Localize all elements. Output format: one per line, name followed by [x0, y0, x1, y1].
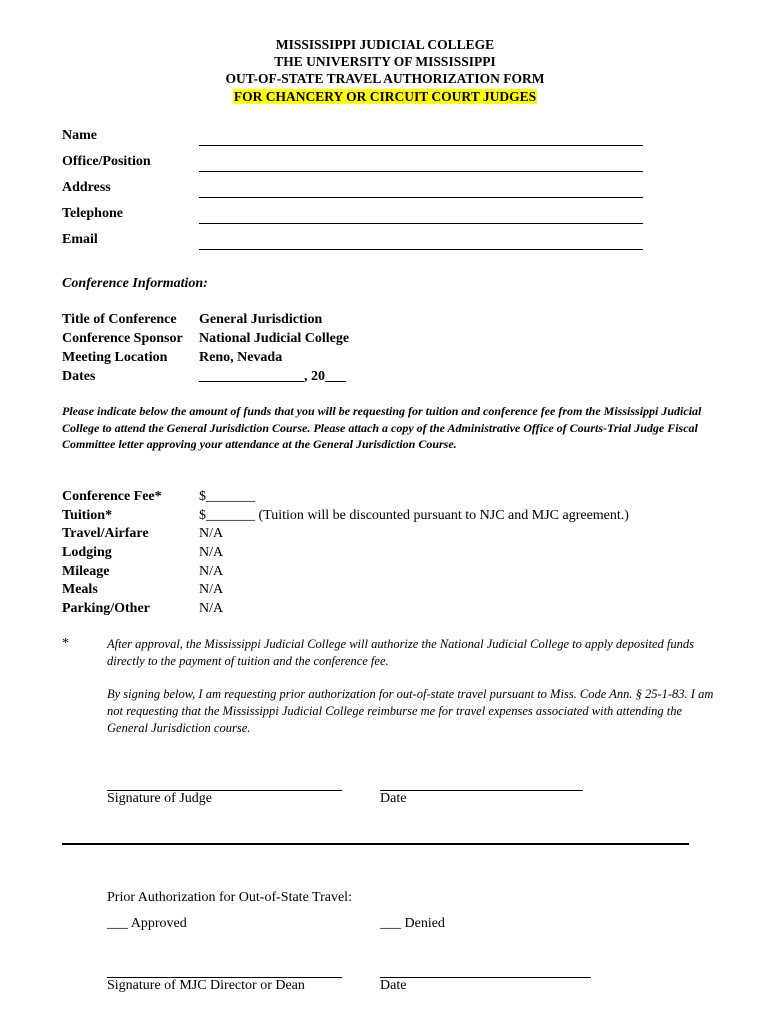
tuition-label: Tuition*: [62, 508, 113, 523]
section-divider: [62, 843, 689, 845]
funding-instructions: Please indicate below the amount of funds that you will be requesting for tuition and conference fee from the Mississippi Judicial College to attend the General Jurisdiction Course. Please attach a copy of the Administrative Office of Courts-Trial Judge Fiscal Committee letter approving your attendance at the General Jurisdiction Course.: [62, 404, 702, 451]
dates-field[interactable]: _______________, 20___: [199, 369, 346, 384]
conference-info-heading: Conference Information:: [62, 276, 208, 291]
meeting-location-label: Meeting Location: [62, 350, 168, 365]
form-title-line-1: MISSISSIPPI JUDICIAL COLLEGE: [275, 37, 495, 52]
form-title-line-4: [0, 89, 770, 105]
meals-label: Meals: [62, 582, 98, 597]
director-date-field[interactable]: [380, 963, 591, 978]
parking-other-label: Parking/Other: [62, 601, 150, 616]
conference-fee-field[interactable]: $_______: [199, 489, 255, 504]
mileage-label: Mileage: [62, 564, 110, 579]
meals-value: N/A: [199, 582, 224, 597]
judge-signature-field[interactable]: [107, 776, 342, 791]
telephone-field[interactable]: [199, 210, 643, 224]
form-title-line-2: THE UNIVERSITY OF MISSISSIPPI: [274, 54, 496, 69]
conference-sponsor-label: Conference Sponsor: [62, 331, 183, 346]
judge-date-field[interactable]: [380, 776, 583, 791]
lodging-value: N/A: [199, 545, 224, 560]
highlighted-subtitle: FOR CHANCERY OR CIRCUIT COURT JUDGES: [233, 89, 537, 104]
form-title-line-3: OUT-OF-STATE TRAVEL AUTHORIZATION FORM: [225, 71, 545, 86]
telephone-label: Telephone: [62, 206, 123, 221]
travel-airfare-value: N/A: [199, 526, 224, 541]
meeting-location-value: Reno, Nevada: [199, 350, 283, 365]
address-field[interactable]: [199, 184, 643, 198]
footnote-marker: *: [62, 636, 69, 651]
conference-title-label: Title of Conference: [62, 312, 177, 327]
judge-date-label: Date: [380, 791, 407, 806]
lodging-label: Lodging: [62, 545, 112, 560]
name-field[interactable]: [199, 132, 643, 146]
director-signature-field[interactable]: [107, 963, 342, 978]
conference-fee-label: Conference Fee*: [62, 489, 162, 504]
tuition-field[interactable]: $_______ (Tuition will be discounted pursuant to NJC and MJC agreement.): [199, 508, 629, 523]
director-date-label: Date: [380, 978, 407, 993]
signature-of-judge-label: Signature of Judge: [107, 791, 212, 806]
mileage-value: N/A: [199, 564, 224, 579]
prior-authorization-heading: Prior Authorization for Out-of-State Travel:: [107, 890, 352, 905]
approved-checkbox[interactable]: ___ Approved: [107, 916, 187, 931]
office-position-field[interactable]: [199, 158, 643, 172]
conference-sponsor-value: National Judicial College: [199, 331, 350, 346]
email-field[interactable]: [199, 236, 643, 250]
address-label: Address: [62, 180, 111, 195]
parking-other-value: N/A: [199, 601, 224, 616]
travel-airfare-label: Travel/Airfare: [62, 526, 149, 541]
certification-statement: By signing below, I am requesting prior authorization for out-of-state travel pursuant to Miss. Code Ann. § 25-1-83. I am not requesting that the Mississippi Judicial College reimburse me for travel expenses associated with attending the General Jurisdiction course.: [107, 687, 714, 735]
name-label: Name: [62, 128, 97, 143]
footnote-text: After approval, the Mississippi Judicial College will authorize the National Judicial College to apply deposited funds directly to the payment of tuition and the conference fee.: [107, 637, 694, 668]
conference-title-value: General Jurisdiction: [199, 312, 323, 327]
signature-of-director-label: Signature of MJC Director or Dean: [107, 978, 305, 993]
email-label: Email: [62, 232, 98, 247]
dates-label: Dates: [62, 369, 96, 384]
denied-checkbox[interactable]: ___ Denied: [380, 916, 445, 931]
office-position-label: Office/Position: [62, 154, 151, 169]
